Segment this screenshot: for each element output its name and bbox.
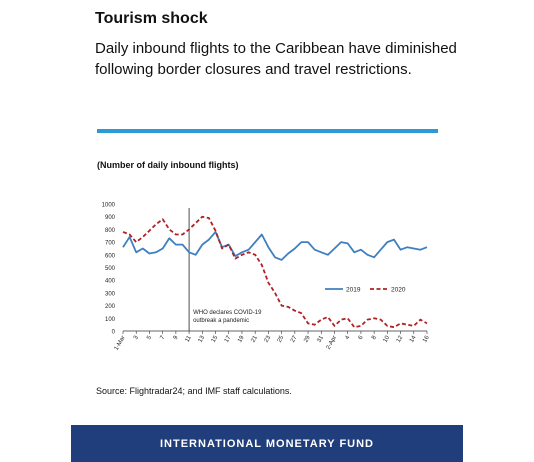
footer-banner xyxy=(71,425,463,462)
x-tick-label: 25 xyxy=(276,335,286,344)
x-tick-label: 14 xyxy=(408,335,418,344)
x-tick-label: 10 xyxy=(382,335,392,344)
y-tick-label: 700 xyxy=(104,240,115,247)
x-tick-label: 21 xyxy=(250,335,259,344)
x-tick-label: 31 xyxy=(316,335,325,344)
x-tick-label: 11 xyxy=(184,335,193,344)
source-note: Source: Flightradar24; and IMF staff calculations. xyxy=(96,386,292,396)
y-tick-label: 100 xyxy=(104,316,115,323)
legend-label: 2020 xyxy=(391,286,406,294)
series-line-2019 xyxy=(123,232,427,260)
y-tick-label: 800 xyxy=(104,227,115,234)
y-tick-label: 600 xyxy=(104,253,115,260)
chart-title: Tourism shock xyxy=(95,10,208,27)
y-tick-label: 200 xyxy=(104,304,115,311)
annotation-text: outbreak a pandemic xyxy=(193,318,250,324)
x-tick-label: 15 xyxy=(210,335,220,344)
x-tick-label: 13 xyxy=(197,335,207,344)
y-tick-label: 300 xyxy=(104,291,115,298)
x-tick-label: 9 xyxy=(172,335,180,341)
x-tick-label: 16 xyxy=(422,335,431,344)
footer-label: INTERNATIONAL MONETARY FUND xyxy=(160,437,374,450)
chart-subtitle: Daily inbound flights to the Caribbean have diminished following border closures and travel restrictions. xyxy=(95,40,457,78)
y-tick-label: 900 xyxy=(104,215,115,222)
annotation-text: WHO declares COVID-19 xyxy=(193,310,262,316)
x-tick-label: 6 xyxy=(357,335,365,341)
x-tick-label: 8 xyxy=(370,335,378,341)
legend-label: 2019 xyxy=(346,286,361,294)
x-tick-label: 3 xyxy=(133,335,140,341)
line-chart xyxy=(85,190,445,360)
y-tick-label: 400 xyxy=(104,278,115,285)
units-label: (Number of daily inbound flights) xyxy=(97,160,239,170)
x-tick-label: 7 xyxy=(159,335,167,341)
x-tick-label: 27 xyxy=(290,335,299,344)
x-tick-label: 17 xyxy=(223,335,233,344)
accent-rule xyxy=(97,129,438,133)
y-tick-label: 1000 xyxy=(101,202,115,209)
y-tick-label: 0 xyxy=(111,329,115,336)
x-tick-label: 4 xyxy=(344,335,352,341)
x-tick-label: 29 xyxy=(303,335,312,344)
series-line-2020 xyxy=(123,217,427,328)
x-tick-label: 23 xyxy=(263,335,273,344)
x-tick-label: 19 xyxy=(237,335,246,344)
x-tick-label: 12 xyxy=(395,335,405,344)
x-tick-label: 2-Apr xyxy=(325,335,339,351)
x-tick-label: 5 xyxy=(146,335,154,341)
y-tick-label: 500 xyxy=(104,266,115,272)
x-tick-label: 1-Mar xyxy=(113,335,127,352)
